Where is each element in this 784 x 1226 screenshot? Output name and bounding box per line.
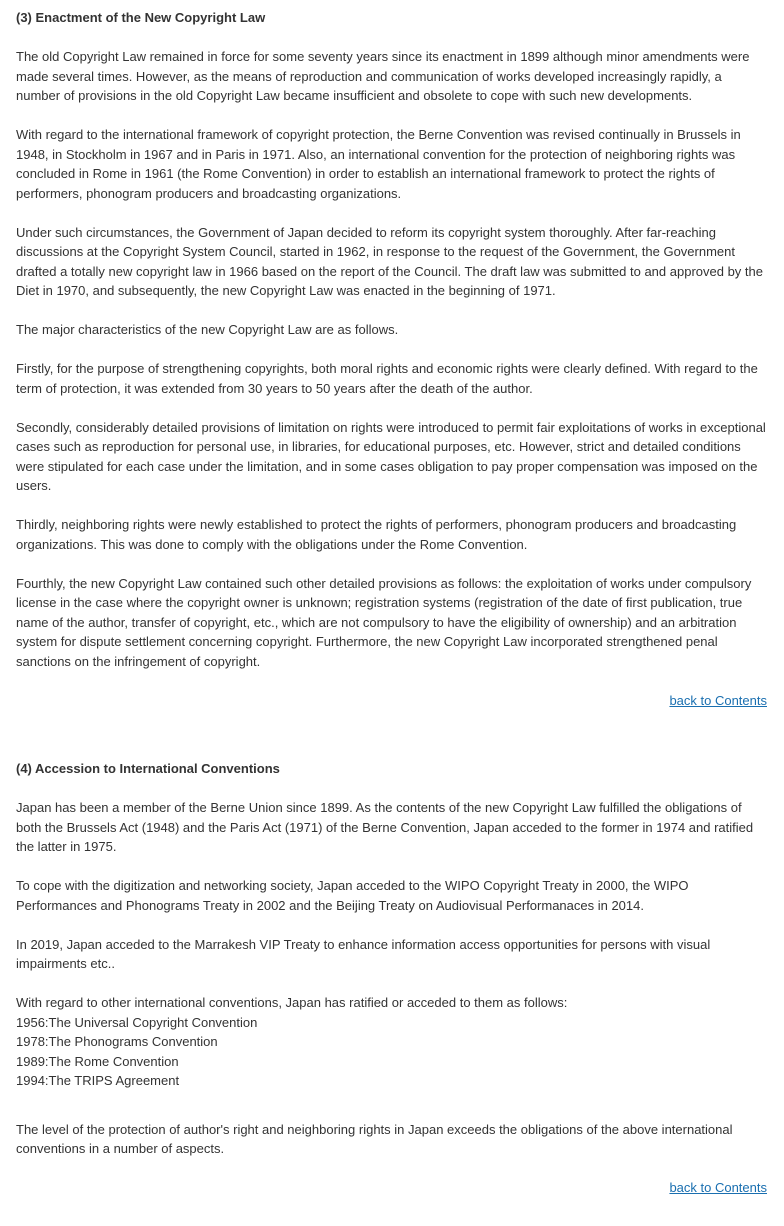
section-heading-accession: (4) Accession to International Conventions (16, 761, 280, 776)
conventions-list-intro: With regard to other international conventions, Japan has ratified or acceded to them as follows: (16, 995, 568, 1010)
section-accession (16, 759, 767, 1198)
paragraph: Under such circumstances, the Government of Japan decided to reform its copyright system thoroughly. After far-reaching discussions at the Copyright System Council, started in 1962, in response to the request of the Government, the Government drafted a totally new copyright law in 1966 based on the report of the Council. The draft law was submitted to and approved by the Diet in 1970, and subsequently, the new Copyright Law was enacted in the beginning of 1971. (16, 224, 763, 298)
list-item: 1989:The Rome Convention (16, 1053, 179, 1069)
closing-paragraph: The level of the protection of author's right and neighboring rights in Japan exceeds the obligations of the above international conventions in a number of aspects. (16, 1121, 733, 1156)
list-item: 1978:The Phonograms Convention (16, 1034, 218, 1049)
paragraph: To cope with the digitization and networking society, Japan acceded to the WIPO Copyright Treaty in 2000, the WIPO Performances and Phonograms Treaty in 2002 and the Beijing Treaty on Audiovisual Performanaces in 2014. (16, 878, 689, 913)
paragraph: Fourthly, the new Copyright Law contained such other detailed provisions as follows: the exploitation of works under compulsory license in the case where the copyright owner is unknown; registration systems (registration of the date of first publication, true name of the author, transfer of copyright, etc., which are not compulsory to have the eligibility of ownership) and an arbitration system for dispute settlement concerning copyright. Furthermore, the new Copyright Law incorporated strengthened penal sanctions on the infringement of copyright. (16, 575, 752, 669)
paragraph: In 2019, Japan acceded to the Marrakesh VIP Treaty to enhance information access opportunities for persons with visual impairments etc.. (16, 936, 711, 971)
paragraph: The old Copyright Law remained in force for some seventy years since its enactment in 1899 although minor amendments were made several times. However, as the means of reproduction and communication of works developed increasingly rapidly, a number of provisions in the old Copyright Law became insufficient and obsolete to cope with such new developments. (16, 49, 750, 103)
list-item: 1994:The TRIPS Agreement (16, 1073, 180, 1088)
paragraph: Secondly, considerably detailed provisions of limitation on rights were introduced to permit fair exploitations of works in exceptional cases such as reproduction for personal use, in libraries, for educational purposes, etc. However, strict and detailed conditions were stipulated for each case under the limitation, and in some cases obligation to pay proper compensation was imposed on the users. (16, 419, 766, 493)
paragraph: Firstly, for the purpose of strengthening copyrights, both moral rights and economic rights were clearly defined. With regard to the term of protection, it was extended from 30 years to 50 years after the death of the author. (16, 361, 758, 396)
conventions-list (16, 993, 767, 1091)
back-to-contents-link[interactable]: back to Contents (669, 692, 767, 708)
back-to-contents-link[interactable]: back to Contents (669, 1180, 767, 1195)
back-to-contents-row (16, 1178, 767, 1198)
paragraph: Japan has been a member of the Berne Union since 1899. As the contents of the new Copyright Law fulfilled the obligations of both the Brussels Act (1948) and the Paris Act (1971) of the Berne Convention, Japan acceded to the former in 1974 and ratified the latter in 1975. (16, 800, 754, 854)
paragraph: Thirdly, neighboring rights were newly established to protect the rights of performers, phonogram producers and broadcasting organizations. This was done to comply with the obligations under the Rome Convention. (16, 517, 737, 552)
list-item: 1956:The Universal Copyright Convention (16, 1014, 258, 1030)
paragraph: With regard to the international framework of copyright protection, the Berne Convention was revised continually in Brussels in 1948, in Stockholm in 1967 and in Paris in 1971. Also, an international convention for the protection of neighboring rights was concluded in Rome in 1961 (the Rome Convention) in order to establish an international framework to protect the rights of performers, phonogram producers and broadcasting organizations. (16, 127, 741, 201)
section-heading-enactment: (3) Enactment of the New Copyright Law (16, 10, 266, 25)
section-enactment (16, 8, 767, 710)
paragraph: The major characteristics of the new Copyright Law are as follows. (16, 322, 399, 337)
back-to-contents-row (16, 691, 767, 711)
